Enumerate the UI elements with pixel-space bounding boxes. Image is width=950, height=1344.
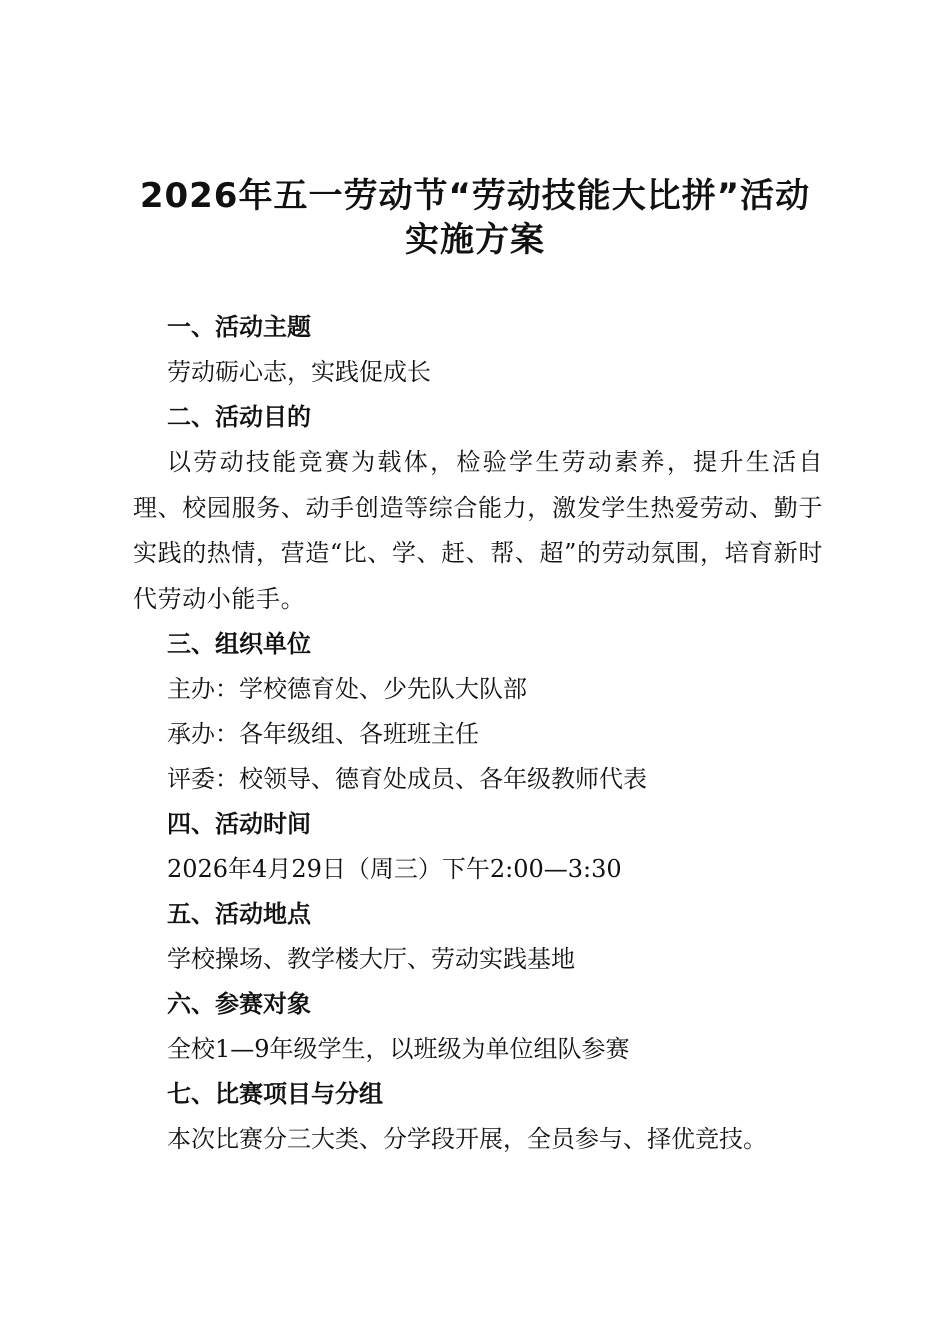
section-heading-theme: 一、活动主题 [167, 313, 311, 341]
document-title-line-2: 实施方案 [405, 220, 545, 260]
time-text: 2026年4月29日（周三）下午2:00—3:30 [167, 855, 622, 883]
organizer-host: 主办：学校德育处、少先队大队部 [167, 675, 527, 703]
location-text: 学校操场、教学楼大厅、劳动实践基地 [167, 945, 575, 973]
purpose-paragraph: 以劳动技能竞赛为载体，检验学生劳动素养，提升生活自理、校园服务、动手创造等综合能力，激发学生热爱劳动、勤于实践的热情，营造“比、学、赶、帮、超”的劳动氛围，培育新时代劳动小能手。 [133, 448, 823, 613]
section-heading-location: 五、活动地点 [167, 900, 311, 928]
organizer-undertaker: 承办：各年级组、各班班主任 [167, 720, 479, 748]
section-heading-time: 四、活动时间 [167, 810, 311, 838]
theme-text: 劳动砺心志，实践促成长 [167, 358, 431, 386]
participants-text: 全校1—9年级学生，以班级为单位组队参赛 [167, 1035, 630, 1063]
organizer-judges: 评委：校领导、德育处成员、各年级教师代表 [167, 765, 647, 793]
document-body [133, 305, 823, 1162]
section-heading-organizers: 三、组织单位 [167, 630, 311, 658]
section-heading-purpose: 二、活动目的 [167, 403, 311, 431]
section-heading-events: 七、比赛项目与分组 [167, 1080, 383, 1108]
events-text: 本次比赛分三大类、分学段开展，全员参与、择优竞技。 [167, 1125, 767, 1153]
section-heading-participants: 六、参赛对象 [167, 990, 311, 1018]
document-title-line-1: 2026年五一劳动节“劳动技能大比拼”活动 [139, 176, 811, 216]
